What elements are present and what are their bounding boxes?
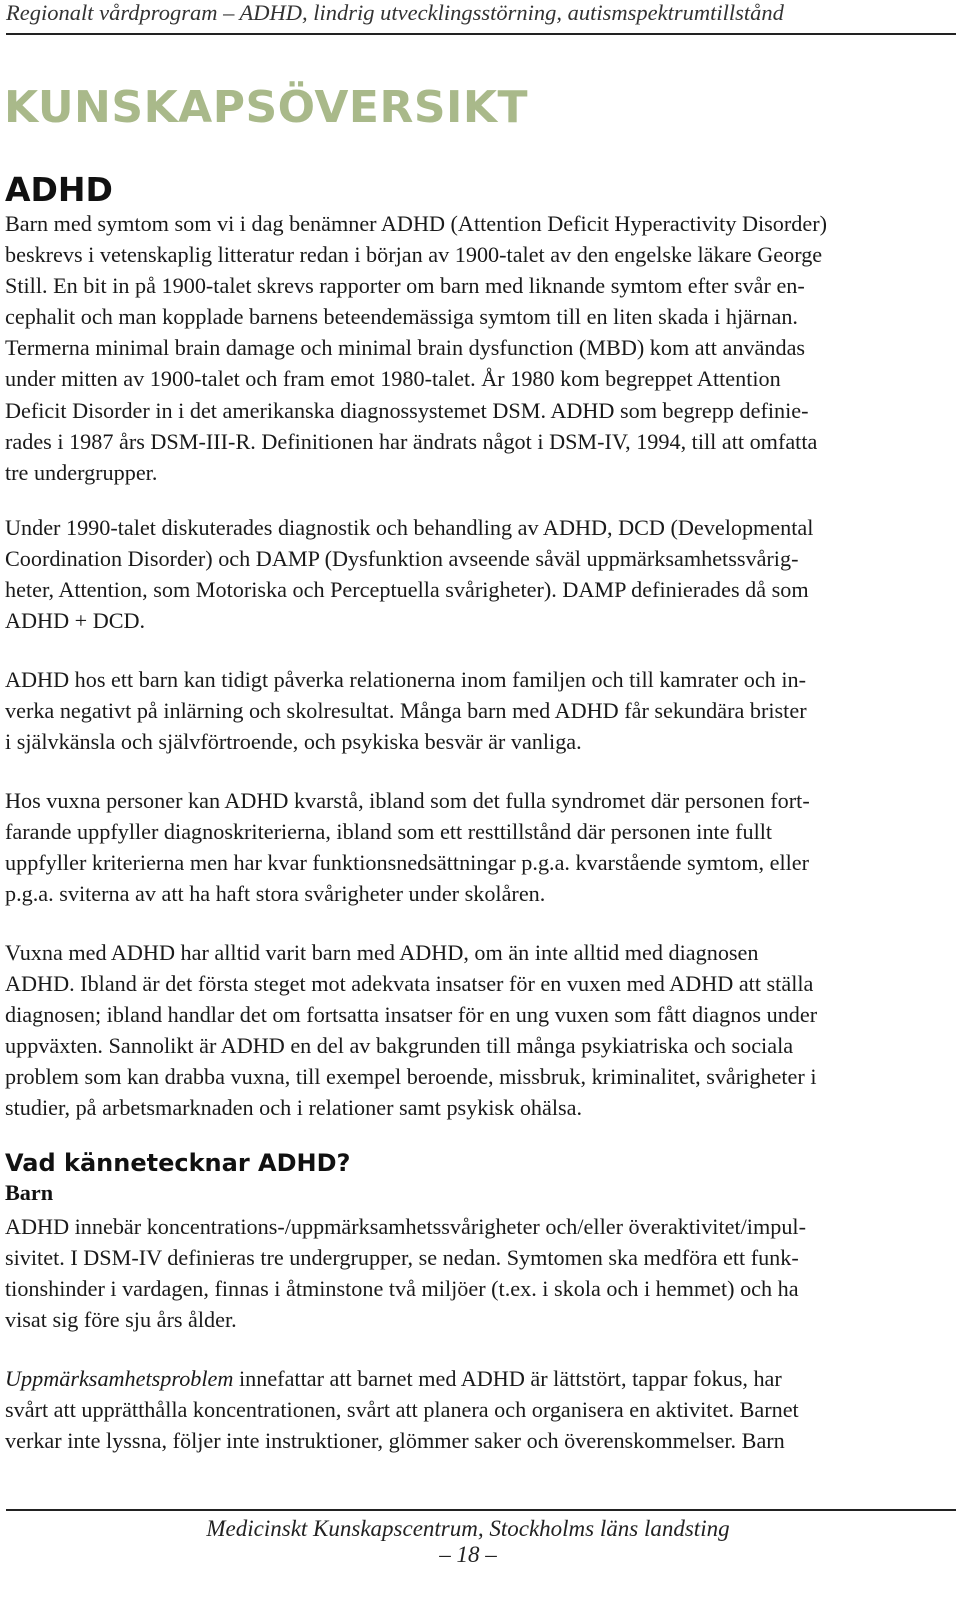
paragraph-history: Barn med symtom som vi i dag benämner ADHD (Attention Deficit Hyperactivity Disorder) beskrevs i vetenskaplig litteratur redan i början av 1900-talet av den engelske läkare George Still. En bit in på 1900-talet skrevs rapporter om barn med liknande symtom efter svår en- cephalit och man kopplade barnens beteendemässiga symtom till en liten skada i hjärnan. Termerna minimal brain damage och minimal brain dysfunction (MBD) kom att användas under mitten av 1900-talet och fram emot 1980-talet. År 1980 kom begreppet Attention Deficit Disorder in i det amerikanska diagnossystemet DSM. ADHD som begrepp definie- rades i 1987 års DSM-III-R. Definitionen har ändrats något i DSM-IV, 1994, till att omfatta tre undergrupper. bbox=[5, 211, 827, 485]
subheading-characteristics: Vad kännetecknar ADHD? bbox=[5, 1149, 351, 1177]
paragraph-attention-problems bbox=[5, 1363, 799, 1456]
paragraph-1990s: Under 1990-talet diskuterades diagnostik och behandling av ADHD, DCD (Developmental Coordination Disorder) och DAMP (Dysfunktion avseende såväl uppmärksamhetssvårig- heter, Attention, som Motoriska och Perceptuella svårigheter). DAMP definierades då som ADHD + DCD. bbox=[5, 515, 814, 634]
footer-divider bbox=[6, 1509, 956, 1511]
page-number: – 18 – bbox=[439, 1542, 497, 1567]
paragraph-attention-problems-text: innefattar att barnet med ADHD är lättstört, tappar fokus, har svårt att upprätthålla koncentrationen, svårt att planera och organisera en aktivitet. Barnet verkar inte lyssna, följer inte instruktioner, glömmer saker och överenskommelser. Barn bbox=[5, 1366, 799, 1454]
document-title: KUNSKAPSÖVERSIKT bbox=[4, 82, 529, 133]
footer-organization: Medicinskt Kunskapscentrum, Stockholms läns landsting bbox=[206, 1516, 730, 1541]
paragraph-children-definition: ADHD innebär koncentrations-/uppmärksamhetssvårigheter och/eller överaktivitet/impul- sivitet. I DSM-IV definieras tre undergrupper, se nedan. Symtomen ska medföra ett funk- tionshinder i vardagen, finnas i åtminstone två miljöer (t.ex. i skola och i hemmet) och ha visat sig före sju års ålder. bbox=[5, 1214, 806, 1333]
paragraph-family-impact: ADHD hos ett barn kan tidigt påverka relationerna inom familjen och till kamrater och in- verka negativt på inlärning och skolresultat. Många barn med ADHD får sekundära brister i självkänsla och självförtroende, och psykiska besvär är vanliga. bbox=[5, 667, 807, 755]
running-header-title: Regionalt vårdprogram – ADHD, lindrig utvecklingsstörning, autismspektrumtillstånd bbox=[6, 0, 784, 25]
paragraph-adults-diagnosis: Vuxna med ADHD har alltid varit barn med ADHD, om än inte alltid med diagnosen ADHD. Ibland är det första steget mot adekvata insatser för en vuxen med ADHD att ställa diagnosen; ibland handlar det om fortsatta insatser för en ung vuxen som fått diagnos under uppväxten. Sannolikt är ADHD en del av bakgrunden till många psykiatriska och sociala problem som kan drabba vuxna, till exempel beroende, missbruk, kriminalitet, svårigheter i studier, på arbetsmarknaden och i relationer samt psykisk ohälsa. bbox=[5, 940, 818, 1121]
minor-heading-children: Barn bbox=[5, 1180, 54, 1205]
running-header bbox=[6, 0, 956, 35]
term-attention-problems: Uppmärksamhetsproblem bbox=[5, 1366, 234, 1391]
section-heading-adhd: ADHD bbox=[5, 170, 113, 209]
paragraph-adults-persistence: Hos vuxna personer kan ADHD kvarstå, ibland som det fulla syndromet där personen fort- farande uppfyller diagnoskriterierna, ibland som ett resttillstånd där personen inte fullt uppfyller kriterierna men har kvar funktionsnedsättningar p.g.a. kvarstående symtom, eller p.g.a. sviterna av att ha haft stora svårigheter under skolåren. bbox=[5, 788, 810, 907]
